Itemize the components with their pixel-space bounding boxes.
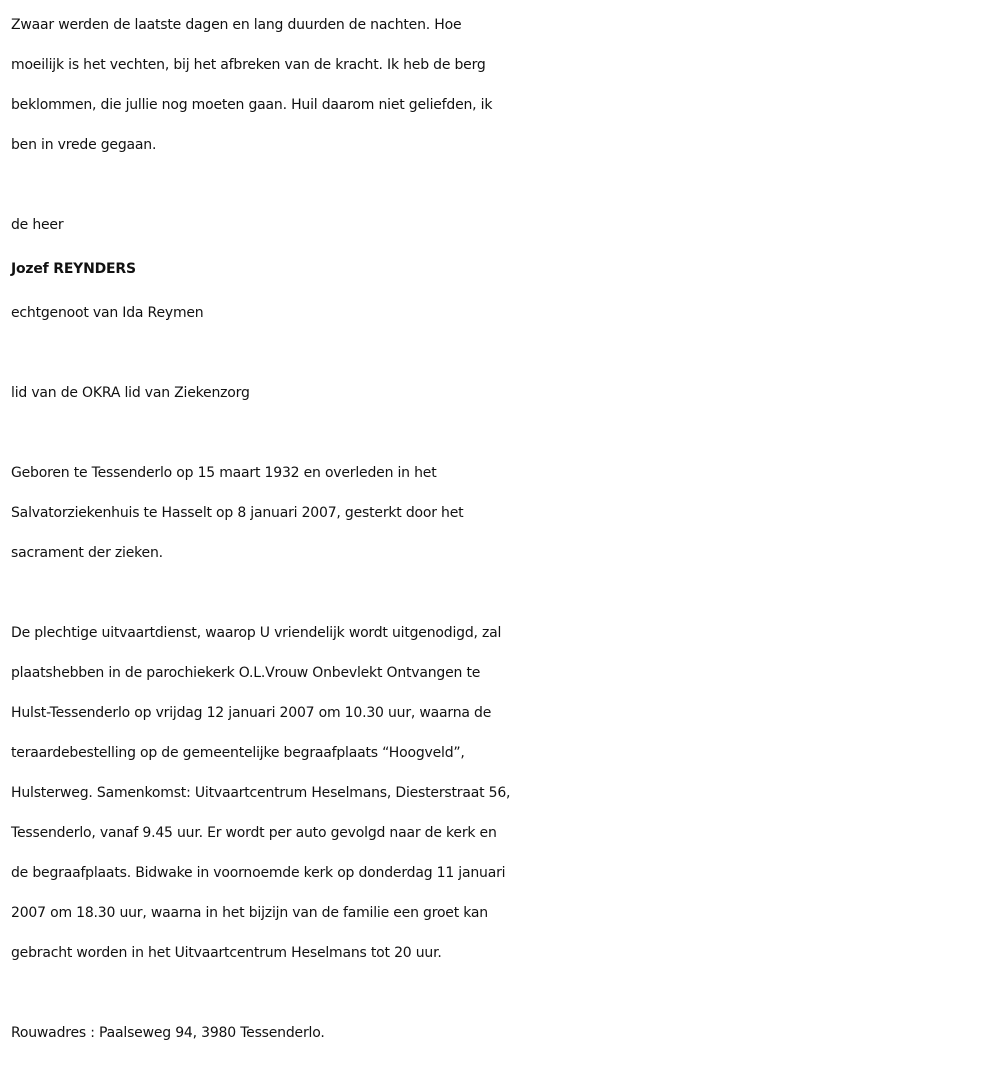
funeral-line: De plechtige uitvaartdienst, waarop U vriendelijk wordt uitgenodigd, zal	[11, 625, 502, 641]
funeral-line: Hulst-Tessenderlo op vrijdag 12 januari 2007 om 10.30 uur, waarna de	[11, 705, 492, 721]
birth-death-line: sacrament der zieken.	[11, 545, 163, 561]
poem-line: Zwaar werden de laatste dagen en lang duurden de nachten. Hoe	[11, 17, 462, 33]
deceased-name: Jozef REYNDERS	[11, 261, 136, 277]
birth-death-paragraph	[11, 453, 996, 573]
birth-death-line: Salvatorziekenhuis te Hasselt op 8 januari 2007, gesterkt door het	[11, 505, 464, 521]
funeral-line: Hulsterweg. Samenkomst: Uitvaartcentrum Heselmans, Diesterstraat 56,	[11, 785, 511, 801]
obituary-document	[11, 5, 996, 1053]
spouse-line: echtgenoot van Ida Reymen	[11, 305, 204, 321]
spacer	[11, 165, 996, 205]
address-line: Rouwadres : Paalseweg 94, 3980 Tessenderlo.	[11, 1025, 325, 1041]
poem-paragraph	[11, 5, 996, 165]
poem-line: beklommen, die jullie nog moeten gaan. Huil daarom niet geliefden, ik	[11, 97, 493, 113]
birth-death-line: Geboren te Tessenderlo op 15 maart 1932 en overleden in het	[11, 465, 437, 481]
title-prefix: de heer	[11, 217, 64, 233]
spacer	[11, 973, 996, 1013]
funeral-paragraph	[11, 613, 996, 973]
funeral-line: gebracht worden in het Uitvaartcentrum Heselmans tot 20 uur.	[11, 945, 442, 961]
funeral-line: de begraafplaats. Bidwake in voornoemde kerk op donderdag 11 januari	[11, 865, 506, 881]
spacer	[11, 413, 996, 453]
spacer	[11, 573, 996, 613]
funeral-line: 2007 om 18.30 uur, waarna in het bijzijn van de familie een groet kan	[11, 905, 488, 921]
poem-line: moeilijk is het vechten, bij het afbreken van de kracht. Ik heb de berg	[11, 57, 486, 73]
spacer	[11, 333, 996, 373]
poem-line: ben in vrede gegaan.	[11, 137, 157, 153]
funeral-line: Tessenderlo, vanaf 9.45 uur. Er wordt per auto gevolgd naar de kerk en	[11, 825, 497, 841]
memberships-line: lid van de OKRA lid van Ziekenzorg	[11, 385, 250, 401]
funeral-line: teraardebestelling op de gemeentelijke begraafplaats “Hoogveld”,	[11, 745, 465, 761]
funeral-line: plaatshebben in de parochiekerk O.L.Vrouw Onbevlekt Ontvangen te	[11, 665, 481, 681]
